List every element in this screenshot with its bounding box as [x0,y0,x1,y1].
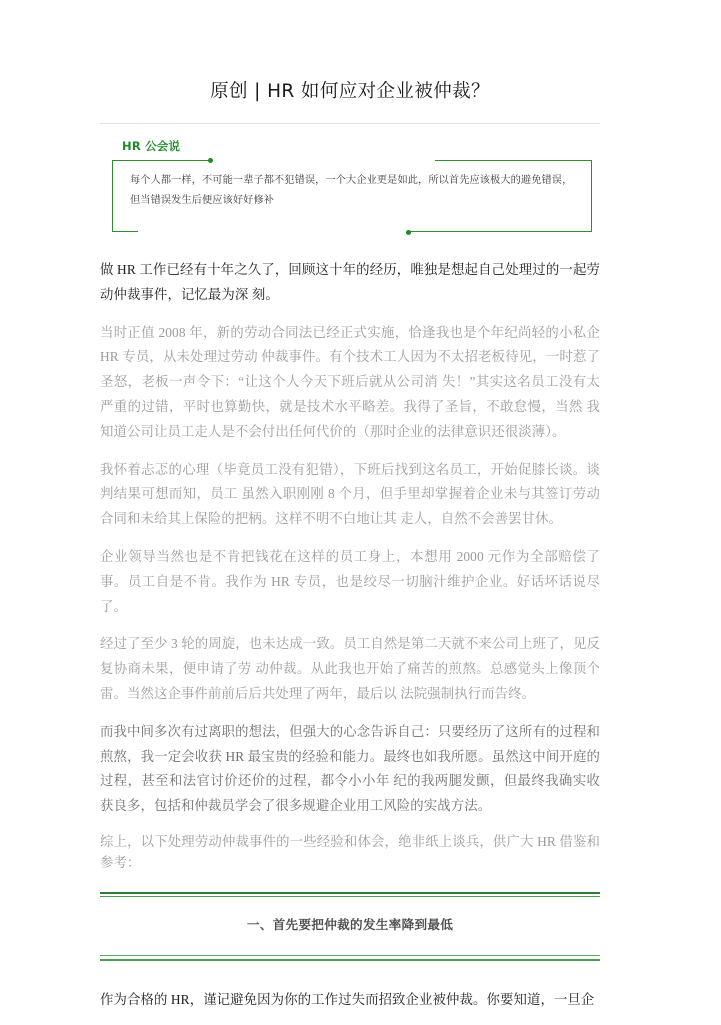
callout-border-bottom-left [112,231,138,232]
section-divider-bottom-line-2 [100,959,600,961]
article-paragraph: 而我中间多次有过离职的想法，但强大的心念告诉自己：只要经历了这所有的过程和煎熬，我一定会收获 HR 最宝贵的经验和能力。最终也如我所愿。虽然这中间开庭的过程，甚至和法官讨价还价的过程，都令小小年 纪的我两腿发颤，但最终我确实收获良多，包括和仲裁员学会了很多规避企业用工风险的实战方法。 [100,723,600,814]
article-paragraph: 做 HR 工作已经有十年之久了，回顾这十年的经历，唯独是想起自己处理过的一起劳动仲裁事件，记忆最为深 刻。 [100,262,600,302]
callout-border-top-right [435,160,592,161]
callout-border-top-left [112,160,211,161]
section-divider-top [100,892,600,897]
callout-label: HR 公会说 [122,139,181,154]
section-divider-top-line-2 [100,896,600,897]
article-body [100,258,600,873]
document-content-column [100,0,600,1025]
section-block [100,892,600,960]
page-title: 原创 | HR 如何应对企业被仲裁？ [210,81,490,102]
article-paragraph: 经过了至少 3 轮的周旋，也未达成一致。员工自然是第二天就不来公司上班了，见反复协商未果，便申请了劳 动仲裁。从此我也开始了痛苦的煎熬。总感觉头上像顶个雷。当然这企事件前前后后共处理了两年，最后以 法院强制执行而告终。 [100,636,600,701]
section-divider-top-line-1 [100,892,600,894]
section-divider-bottom [100,955,600,960]
callout-border-bottom-right [409,231,592,232]
callout-text: 每个人都一样，不可能一辈子都不犯错误，一个大企业更是如此，所以首先应该极大的避免错误，但当错误发生后便应该好好修补 [130,175,573,207]
callout-block [100,138,600,232]
article-paragraph: 我怀着忐忑的心理（毕竟员工没有犯错），下班后找到这名员工，开始促膝长谈。谈判结果可想而知，员工 虽然入职刚刚 8 个月，但手里却掌握着企业未与其签订劳动合同和未给其上保险的把柄。这样不明不白地让其 走人，自然不会善罢甘休。 [100,461,600,527]
callout-border-left [112,160,113,232]
section-body [100,988,600,1013]
article-paragraph: 当时正值 2008 年，新的劳动合同法已经正式实施，恰逢我也是个年纪尚轻的小私企 HR 专员，从未处理过劳动 仲裁事件。有个技术工人因为不太招老板待见，一时惹了圣怒，老板一声令下：“让这个人今天下班后就从公司消 失！”其实这名员工没有太严重的过错，平时也算勤快，就是技术水平略差。我得了圣旨，不敢怠慢，当然 我知道公司让员工走人是不会付出任何代价的（那时企业的法律意识还很淡薄）。 [100,324,600,439]
title-divider [100,123,600,124]
section-divider-bottom-line-1 [100,955,600,956]
callout-dot-bottom-icon [406,230,411,235]
callout-dot-top-icon [208,158,213,163]
article-paragraph: 作为合格的 HR，谨记避免因为你的工作过失而招致企业被仲裁。你要知道，一旦企 [100,991,595,1007]
article-paragraph: 综上，以下处理劳动仲裁事件的一些经验和体会，绝非纸上谈兵，供广大 HR 借鉴和参考： [100,833,600,870]
section-heading: 一、首先要把仲裁的发生率降到最低 [246,916,454,932]
callout-box [112,160,592,232]
callout-border-right [591,160,592,232]
article-paragraph: 企业领导当然也是不肯把钱花在这样的员工身上，本想用 2000 元作为全部赔偿了事。员工自是不肯。我作为 HR 专员，也是绞尽一切脑汁维护企业。好话坏话说尽了。 [100,549,600,614]
